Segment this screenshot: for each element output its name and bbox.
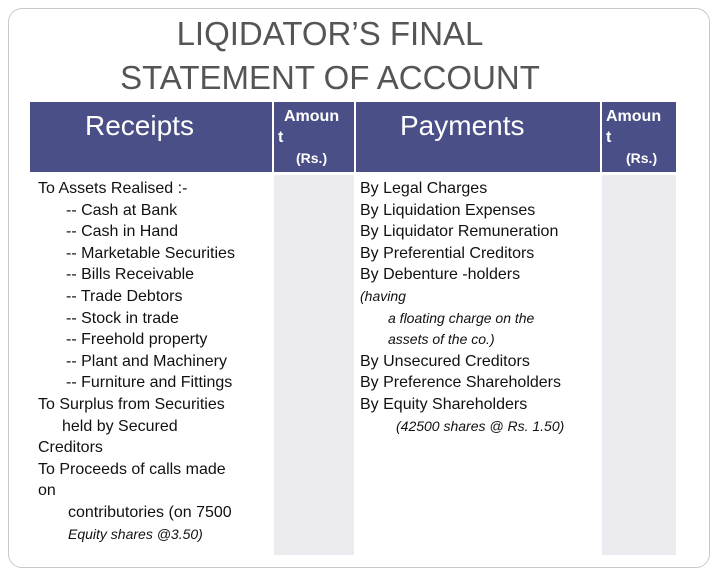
receipt-line: To Surplus from Securities [38, 395, 225, 413]
receipt-line: To Assets Realised :- [38, 180, 188, 197]
payment-line: By Unsecured Creditors [360, 352, 530, 370]
receipt-line: -- Furniture and Fittings [66, 374, 233, 392]
receipts-list [38, 178, 235, 545]
payment-line: (having [360, 287, 406, 304]
receipt-line: -- Cash in Hand [66, 223, 179, 241]
payment-line: By Debenture -holders [360, 266, 521, 284]
receipts-header-label: Receipts [85, 110, 194, 141]
receipt-line: on [38, 482, 56, 500]
payment-line: (42500 shares @ Rs. 1.50) [396, 417, 565, 434]
title-line-2: STATEMENT OF ACCOUNT [120, 59, 540, 96]
receipt-line: Equity shares @3.50) [68, 525, 203, 542]
payments-list [360, 178, 564, 437]
receipts-header [30, 102, 272, 172]
payment-line: By Liquidator Remuneration [360, 223, 559, 241]
payment-line: By Legal Charges [360, 180, 488, 197]
payment-line: a floating charge on the [388, 309, 535, 326]
receipt-line: Creditors [38, 439, 103, 457]
payment-line: By Preferential Creditors [360, 244, 535, 262]
payment-line: By Liquidation Expenses [360, 201, 536, 219]
payment-line: By Equity Shareholders [360, 395, 528, 413]
amount-header-text-a: Amoun [284, 108, 340, 125]
receipt-line: -- Plant and Machinery [66, 352, 227, 370]
receipts-column [30, 175, 272, 555]
receipt-line: -- Freehold property [66, 331, 208, 349]
amount-header-text-a: Amoun [606, 108, 662, 125]
amount-header-units: (Rs.) [296, 150, 328, 166]
payment-line: assets of the co.) [388, 331, 495, 348]
payment-line: By Preference Shareholders [360, 374, 561, 392]
receipt-line: To Proceeds of calls made [38, 460, 226, 478]
amount-header-units: (Rs.) [626, 150, 658, 166]
slide-title [70, 12, 590, 100]
amount-header-text-b: t [606, 129, 612, 146]
receipt-line: -- Trade Debtors [66, 287, 183, 305]
receipt-line: contributories (on 7500 [68, 503, 232, 521]
title-line-1: LIQIDATOR’S FINAL [176, 15, 484, 52]
receipt-line: -- Marketable Securities [66, 244, 235, 262]
amount-header-receipts [274, 102, 354, 172]
payments-header-label: Payments [400, 110, 525, 141]
payments-amount-column [602, 175, 676, 555]
receipt-line: held by Secured [62, 417, 178, 435]
amount-header-payments [602, 102, 676, 172]
payments-header [356, 102, 600, 172]
payments-column [356, 175, 600, 555]
receipt-line: -- Cash at Bank [66, 201, 178, 219]
receipt-line: -- Bills Receivable [66, 266, 195, 284]
amount-header-text-b: t [278, 129, 284, 146]
receipts-amount-column [274, 175, 354, 555]
receipt-line: -- Stock in trade [66, 309, 179, 327]
